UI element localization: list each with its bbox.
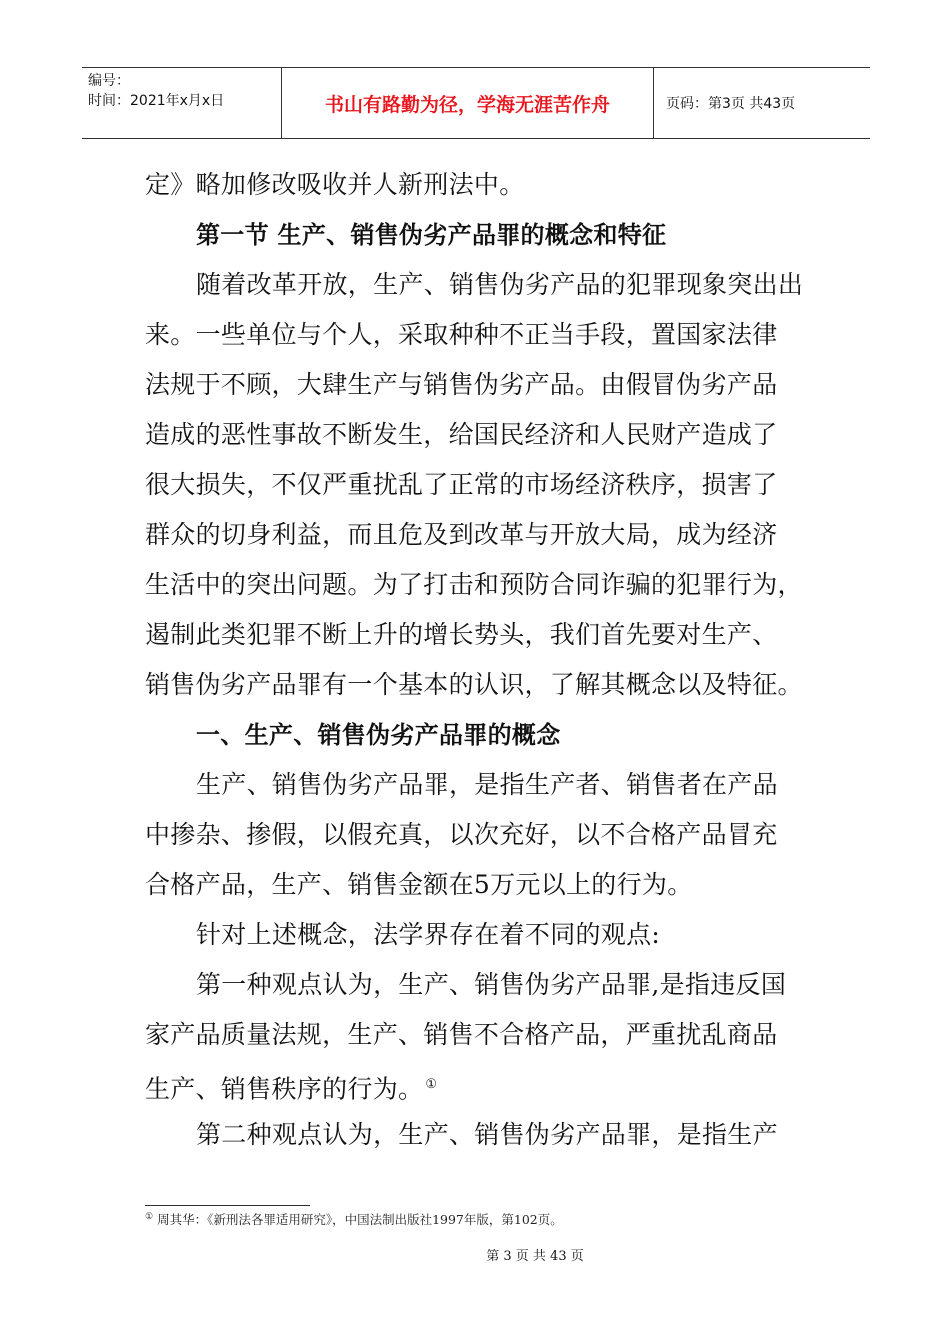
body-line-text: 生产、销售秩序的行为。: [145, 1074, 424, 1104]
body-line: 生产、销售伪劣产品罪，是指生产者、销售者在产品: [196, 770, 778, 799]
body-line: 销售伪劣产品罪有一个基本的认识，了解其概念以及特征。: [145, 670, 803, 699]
document-header: [82, 67, 870, 139]
body-line: 遏制此类犯罪不断上升的增长势头，我们首先要对生产、: [145, 620, 778, 649]
body-line: 来。一些单位与个人，采取种种不正当手段，置国家法律: [145, 320, 778, 349]
body-line: 很大损失，不仅严重扰乱了正常的市场经济秩序，损害了: [145, 470, 778, 499]
body-line: 中掺杂、掺假，以假充真，以次充好，以不合格产品冒充: [145, 820, 778, 849]
section-heading: 第一节 生产、销售伪劣产品罪的概念和特征: [196, 221, 667, 249]
footnote-text: 周其华：《新刑法各罪适用研究》，中国法制出版社1997年版，第102页。: [157, 1212, 563, 1227]
body-line: 法规于不顾，大肆生产与销售伪劣产品。由假冒伪劣产品: [145, 370, 778, 399]
subsection-heading: 一、生产、销售伪劣产品罪的概念: [196, 721, 561, 749]
body-line: 合格产品，生产、销售金额在5万元以上的行为。: [145, 870, 693, 899]
footnote-mark: ①: [145, 1211, 154, 1222]
footnote-divider: [145, 1205, 310, 1206]
body-line: 定》略加修改吸收并人新刑法中。: [145, 170, 525, 199]
document-body: [145, 160, 815, 1160]
body-line: 群众的切身利益，而且危及到改革与开放大局，成为经济: [145, 520, 778, 549]
body-line: 第一种观点认为，生产、销售伪劣产品罪,是指违反国: [196, 970, 787, 999]
body-line-with-ref: [145, 1060, 815, 1110]
body-line: 家产品质量法规，生产、销售不合格产品，严重扰乱商品: [145, 1020, 778, 1049]
footnote-reference[interactable]: ①: [425, 1077, 438, 1092]
body-line: 随着改革开放，生产、销售伪劣产品的犯罪现象突出出: [196, 270, 804, 299]
body-line: 第二种观点认为，生产、销售伪劣产品罪，是指生产: [196, 1120, 778, 1149]
header-number-label: 编号：: [88, 73, 130, 89]
body-line: 针对上述概念，法学界存在着不同的观点:: [196, 920, 661, 949]
header-motto: 书山有路勤为径，学海无涯苦作舟: [282, 68, 654, 138]
body-line: 生活中的突出问题。为了打击和预防合同诈骗的犯罪行为，: [145, 570, 803, 599]
body-line: 造成的恶性事故不断发生，给国民经济和人民财产造成了: [145, 420, 778, 449]
header-page-info: 页码：第3页 共43页: [666, 96, 796, 112]
header-time-label: 时间：2021年x月x日: [88, 93, 225, 109]
footnote: [145, 1210, 563, 1228]
page-number: 第 3 页 共 43 页: [486, 1249, 584, 1264]
header-meta: [82, 68, 282, 138]
